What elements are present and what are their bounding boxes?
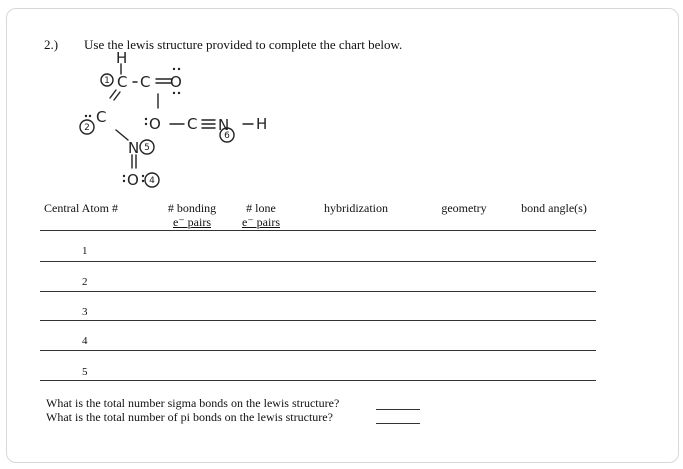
question-pi-bonds: What is the total number of pi bonds on the lewis structure?: [46, 410, 333, 424]
question-instruction: Use the lewis structure provided to complete the chart below.: [84, 37, 403, 52]
row-number: 1: [82, 245, 88, 257]
lewis-structure: [60, 52, 300, 197]
atom-h-top: H: [116, 52, 128, 67]
atom-c2: C: [96, 108, 107, 126]
atom-number-4: 4: [149, 176, 155, 186]
atom-o4: O: [127, 171, 139, 189]
answer-blank-pi[interactable]: [376, 423, 420, 424]
row-rule: [40, 291, 596, 292]
header-lone-pairs: # lone e⁻ pairs: [242, 201, 280, 229]
row-rule: [40, 320, 596, 321]
header-hybridization: hybridization: [324, 201, 388, 215]
header-bonding-pairs: # bonding e⁻ pairs: [167, 201, 217, 229]
atom-number-2: 2: [84, 123, 90, 133]
atom-c-mid: C: [140, 73, 151, 91]
row-number: 4: [82, 335, 88, 347]
answer-blank-sigma[interactable]: [376, 409, 420, 410]
atom-n6: N: [218, 116, 230, 134]
row-number: 3: [82, 306, 88, 318]
atom-c1: C: [117, 73, 128, 91]
atom-n5: N: [128, 139, 140, 157]
atom-number-5: 5: [144, 143, 150, 153]
atom-number-6: 6: [224, 131, 230, 141]
row-rule: [40, 261, 596, 262]
row-rule: [40, 350, 596, 351]
header-geometry: geometry: [441, 201, 487, 215]
atom-o-right: O: [170, 73, 182, 91]
row-number: 2: [82, 276, 88, 288]
header-central-atom: Central Atom #: [44, 201, 118, 215]
atom-h-right: H: [256, 115, 268, 133]
atom-c-right: C: [187, 115, 198, 133]
row-rule: [40, 380, 596, 381]
atom-o-center: O: [149, 115, 161, 133]
row-number: 5: [82, 366, 88, 378]
question-sigma-bonds: What is the total number sigma bonds on the lewis structure?: [46, 396, 340, 410]
header-rule: [40, 230, 596, 231]
header-bond-angles: bond angle(s): [521, 201, 587, 215]
question-number: 2.): [44, 37, 59, 52]
atom-number-1: 1: [104, 76, 110, 86]
